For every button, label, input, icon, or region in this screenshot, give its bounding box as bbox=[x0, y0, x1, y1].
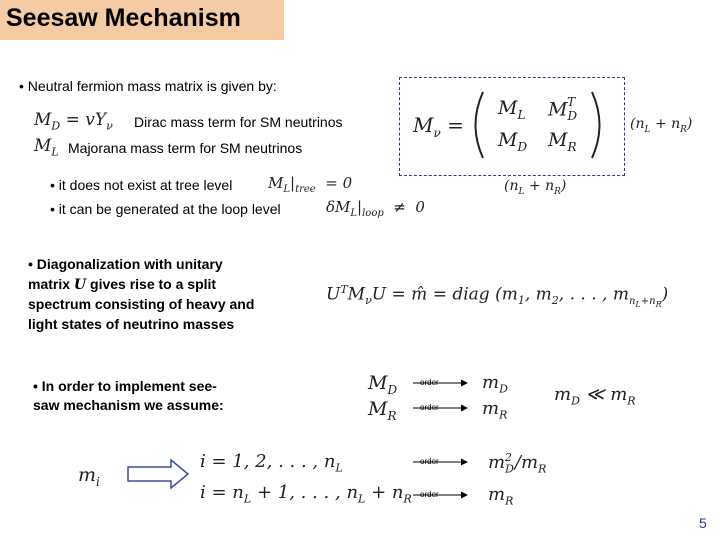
slide-title: Seesaw Mechanism bbox=[6, 4, 241, 32]
dirac-description: Dirac mass term for SM neutrinos bbox=[134, 114, 343, 130]
order-label-4: order bbox=[420, 490, 439, 499]
diag-line-4: light states of neutrino masses bbox=[28, 315, 235, 332]
case2-range: $i = n_L + 1$, . . . , $n_L + n_R$ bbox=[200, 482, 412, 506]
md-order-result: $m_D$ bbox=[482, 372, 508, 396]
unitary-symbol: U bbox=[73, 276, 87, 293]
page-number: 5 bbox=[699, 515, 707, 531]
diagonalization-equation: $U^TM_\nu U$ = m̂ = diag ($m_1$, $m_2$, . . . , $m_{n_L+n_R}$) bbox=[326, 283, 669, 310]
matrix-dimension-col: $(n_L + n_R)$ bbox=[504, 178, 567, 197]
md-symbol: $M_D$ bbox=[368, 372, 398, 397]
matrix-entry-mdt: $M_D^T$ bbox=[548, 95, 578, 124]
bullet-tree-level: • it does not exist at tree level bbox=[50, 177, 233, 193]
mr-order-result: $m_R$ bbox=[482, 398, 508, 422]
bullet-loop-level: • it can be generated at the loop level bbox=[50, 201, 281, 217]
mi-symbol: $m_i$ bbox=[78, 464, 100, 489]
assume-line-1: • In order to implement see- bbox=[33, 378, 217, 394]
order-label-2: order bbox=[420, 403, 439, 412]
diag-line-2: matrix U gives rise to a split bbox=[28, 275, 217, 293]
order-label-3: order bbox=[420, 457, 439, 466]
case1-result: $m_D^2$ $/m_R$ bbox=[488, 451, 547, 476]
matrix-dimension-row: $(n_L + n_R)$ bbox=[630, 116, 693, 135]
majorana-description: Majorana mass term for SM neutrinos bbox=[68, 140, 303, 156]
hierarchy-equation: $m_D$ ≪ $m_R$ bbox=[554, 384, 636, 408]
loop-level-equation: $\delta M_L|_{loop} \ne 0$ bbox=[326, 198, 425, 219]
assume-line-2: saw mechanism we assume: bbox=[33, 397, 224, 413]
matrix-entry-mr: $M_R$ bbox=[548, 129, 577, 154]
majorana-symbol: $M_L$ bbox=[34, 136, 59, 159]
case2-result: $m_R$ bbox=[488, 484, 514, 508]
matrix-entry-md: $M_D$ bbox=[498, 129, 528, 154]
diag-line-1: • Diagonalization with unitary bbox=[28, 256, 223, 272]
matrix-entry-ml: $M_L$ bbox=[498, 97, 526, 122]
mass-matrix-lhs: $M_\nu$ = bbox=[413, 113, 464, 140]
tree-level-equation: $M_L|_{tree} = 0$ bbox=[268, 174, 353, 195]
diag-line-3: spectrum consisting of heavy and bbox=[28, 296, 255, 312]
mr-symbol: $M_R$ bbox=[368, 398, 397, 423]
intro-text: • Neutral fermion mass matrix is given by: bbox=[19, 78, 277, 94]
case1-range: i = 1, 2, . . . , $n_L$ bbox=[200, 451, 343, 475]
order-label-1: order bbox=[420, 378, 439, 387]
dirac-mass-equation: $M_D = vY_\nu$ bbox=[34, 110, 113, 133]
